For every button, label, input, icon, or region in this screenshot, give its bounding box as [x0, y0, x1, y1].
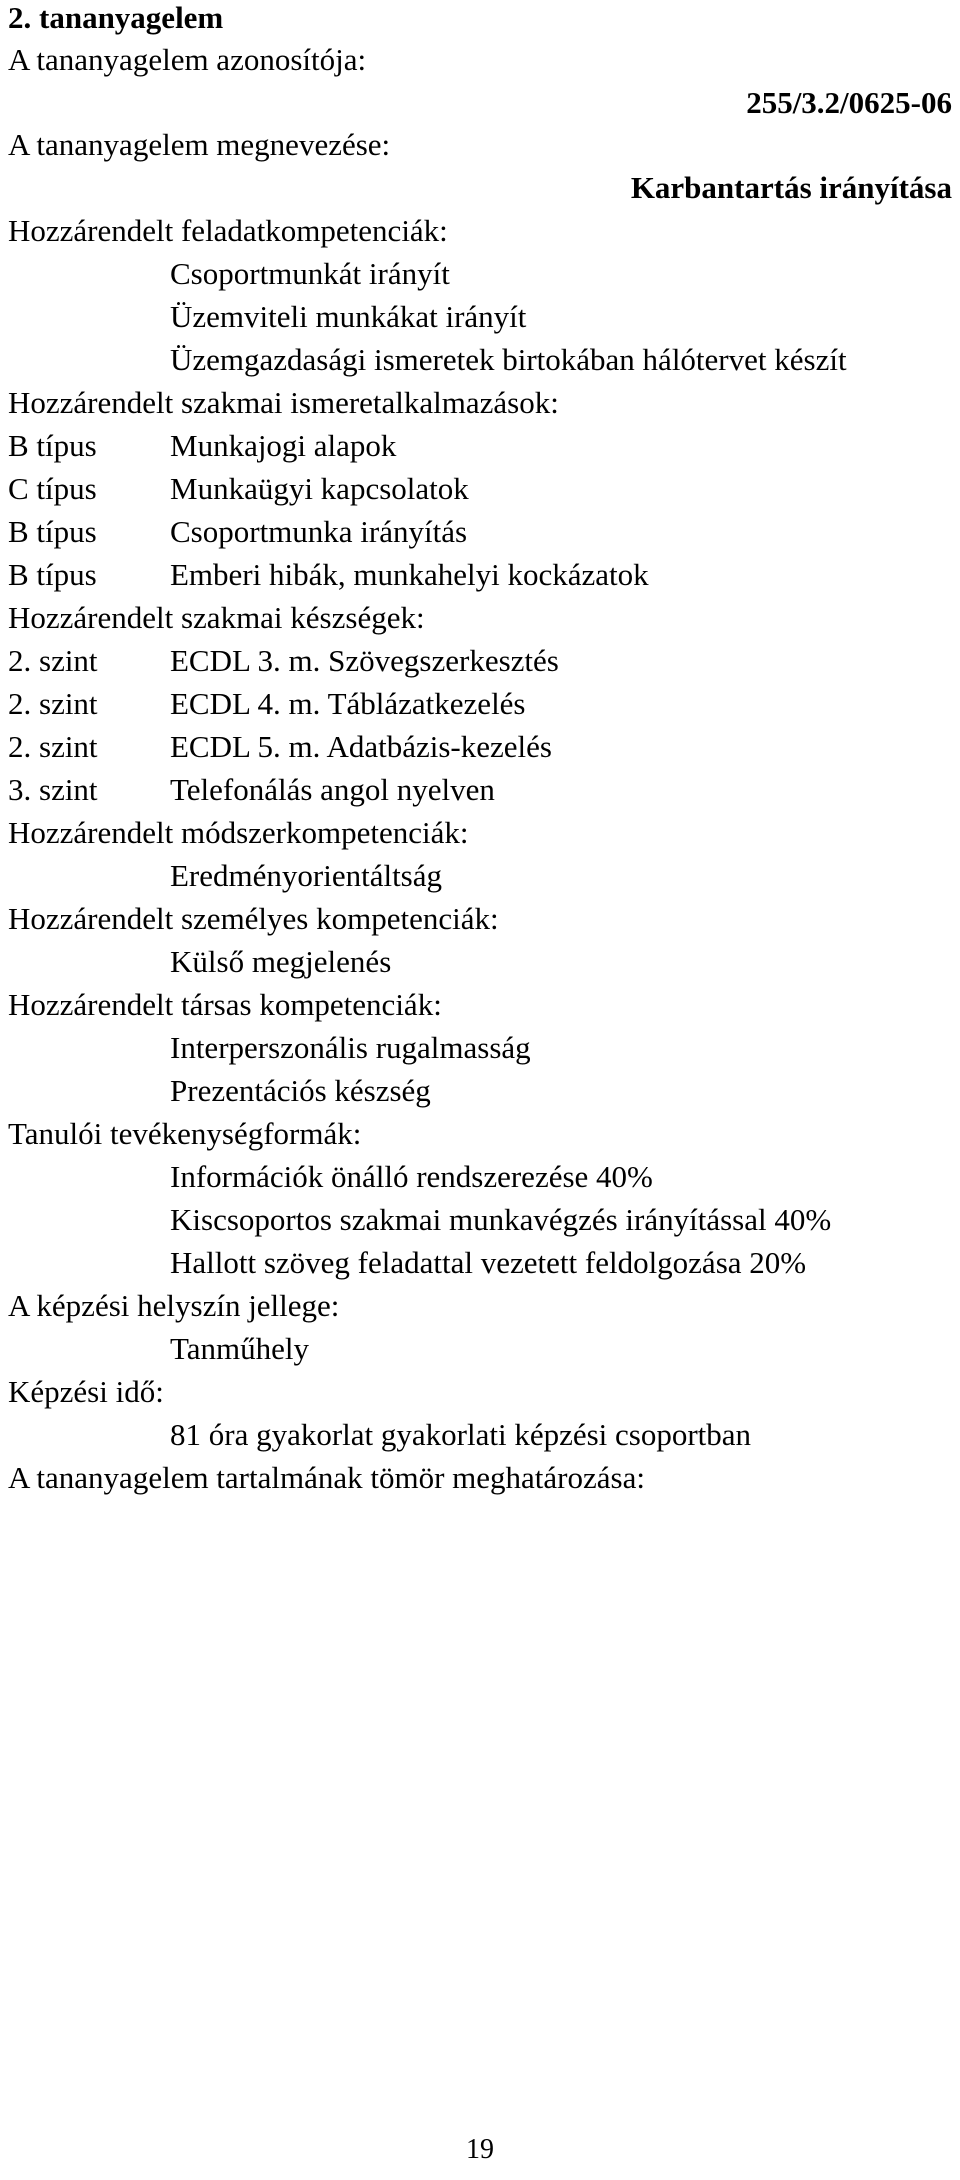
skills-label: Hozzárendelt szakmai készségek: [8, 600, 425, 635]
skill-item [8, 725, 552, 768]
activity-item: Kiscsoportos szakmai munkavégzés irányítással 40% [170, 1202, 832, 1237]
name-label: A tananyagelem megnevezése: [8, 127, 391, 162]
activity-item: Hallott szöveg feladattal vezetett feldolgozása 20% [170, 1245, 807, 1280]
section-title: 2. tananyagelem [8, 0, 224, 35]
social-competencies-label: Hozzárendelt társas kompetenciák: [8, 987, 442, 1022]
social-competency-item: Interperszonális rugalmasság [170, 1030, 531, 1065]
activities-label: Tanulói tevékenységformák: [8, 1116, 362, 1151]
knowledge-item [8, 510, 467, 553]
knowledge-item [8, 553, 649, 596]
knowledge-level: B típus [8, 557, 97, 592]
skill-text: ECDL 5. m. Adatbázis-kezelés [170, 729, 552, 764]
id-value: 255/3.2/0625-06 [746, 85, 952, 120]
skill-text: ECDL 4. m. Táblázatkezelés [170, 686, 526, 721]
skill-level: 2. szint [8, 686, 98, 721]
skill-item [8, 768, 495, 811]
task-competency-item: Csoportmunkát irányít [170, 256, 450, 291]
location-label: A képzési helyszín jellege: [8, 1288, 340, 1323]
knowledge-level: B típus [8, 428, 97, 463]
knowledge-level: B típus [8, 514, 97, 549]
task-competencies-label: Hozzárendelt feladatkompetenciák: [8, 213, 448, 248]
skill-level: 2. szint [8, 643, 98, 678]
page-number: 19 [466, 2134, 494, 2165]
knowledge-label: Hozzárendelt szakmai ismeretalkalmazások: [8, 385, 559, 420]
skill-level: 3. szint [8, 772, 98, 807]
location-value: Tanműhely [170, 1331, 310, 1366]
duration-value: 81 óra gyakorlat gyakorlati képzési csoportban [170, 1417, 752, 1452]
social-competency-item: Prezentációs készség [170, 1073, 431, 1108]
personal-competencies-label: Hozzárendelt személyes kompetenciák: [8, 901, 499, 936]
skill-level: 2. szint [8, 729, 98, 764]
knowledge-item [8, 424, 396, 467]
activity-item: Információk önálló rendszerezése 40% [170, 1159, 653, 1194]
knowledge-level: C típus [8, 471, 97, 506]
skill-item [8, 682, 526, 725]
task-competency-item: Üzemgazdasági ismeretek birtokában hálótervet készít [170, 342, 847, 377]
id-label: A tananyagelem azonosítója: [8, 42, 367, 77]
personal-competency-item: Külső megjelenés [170, 944, 392, 979]
name-value: Karbantartás irányítása [630, 170, 952, 205]
knowledge-text: Emberi hibák, munkahelyi kockázatok [170, 557, 649, 592]
skill-text: ECDL 3. m. Szövegszerkesztés [170, 643, 559, 678]
skill-text: Telefonálás angol nyelven [170, 772, 495, 807]
skill-item [8, 639, 559, 682]
task-competency-item: Üzemviteli munkákat irányít [170, 299, 527, 334]
knowledge-text: Munkaügyi kapcsolatok [170, 471, 469, 506]
method-competency-item: Eredményorientáltság [170, 858, 443, 893]
duration-label: Képzési idő: [8, 1374, 164, 1409]
method-competencies-label: Hozzárendelt módszerkompetenciák: [8, 815, 469, 850]
knowledge-item [8, 467, 469, 510]
knowledge-text: Munkajogi alapok [170, 428, 397, 463]
knowledge-text: Csoportmunka irányítás [170, 514, 468, 549]
summary-label: A tananyagelem tartalmának tömör meghatározása: [8, 1460, 645, 1495]
